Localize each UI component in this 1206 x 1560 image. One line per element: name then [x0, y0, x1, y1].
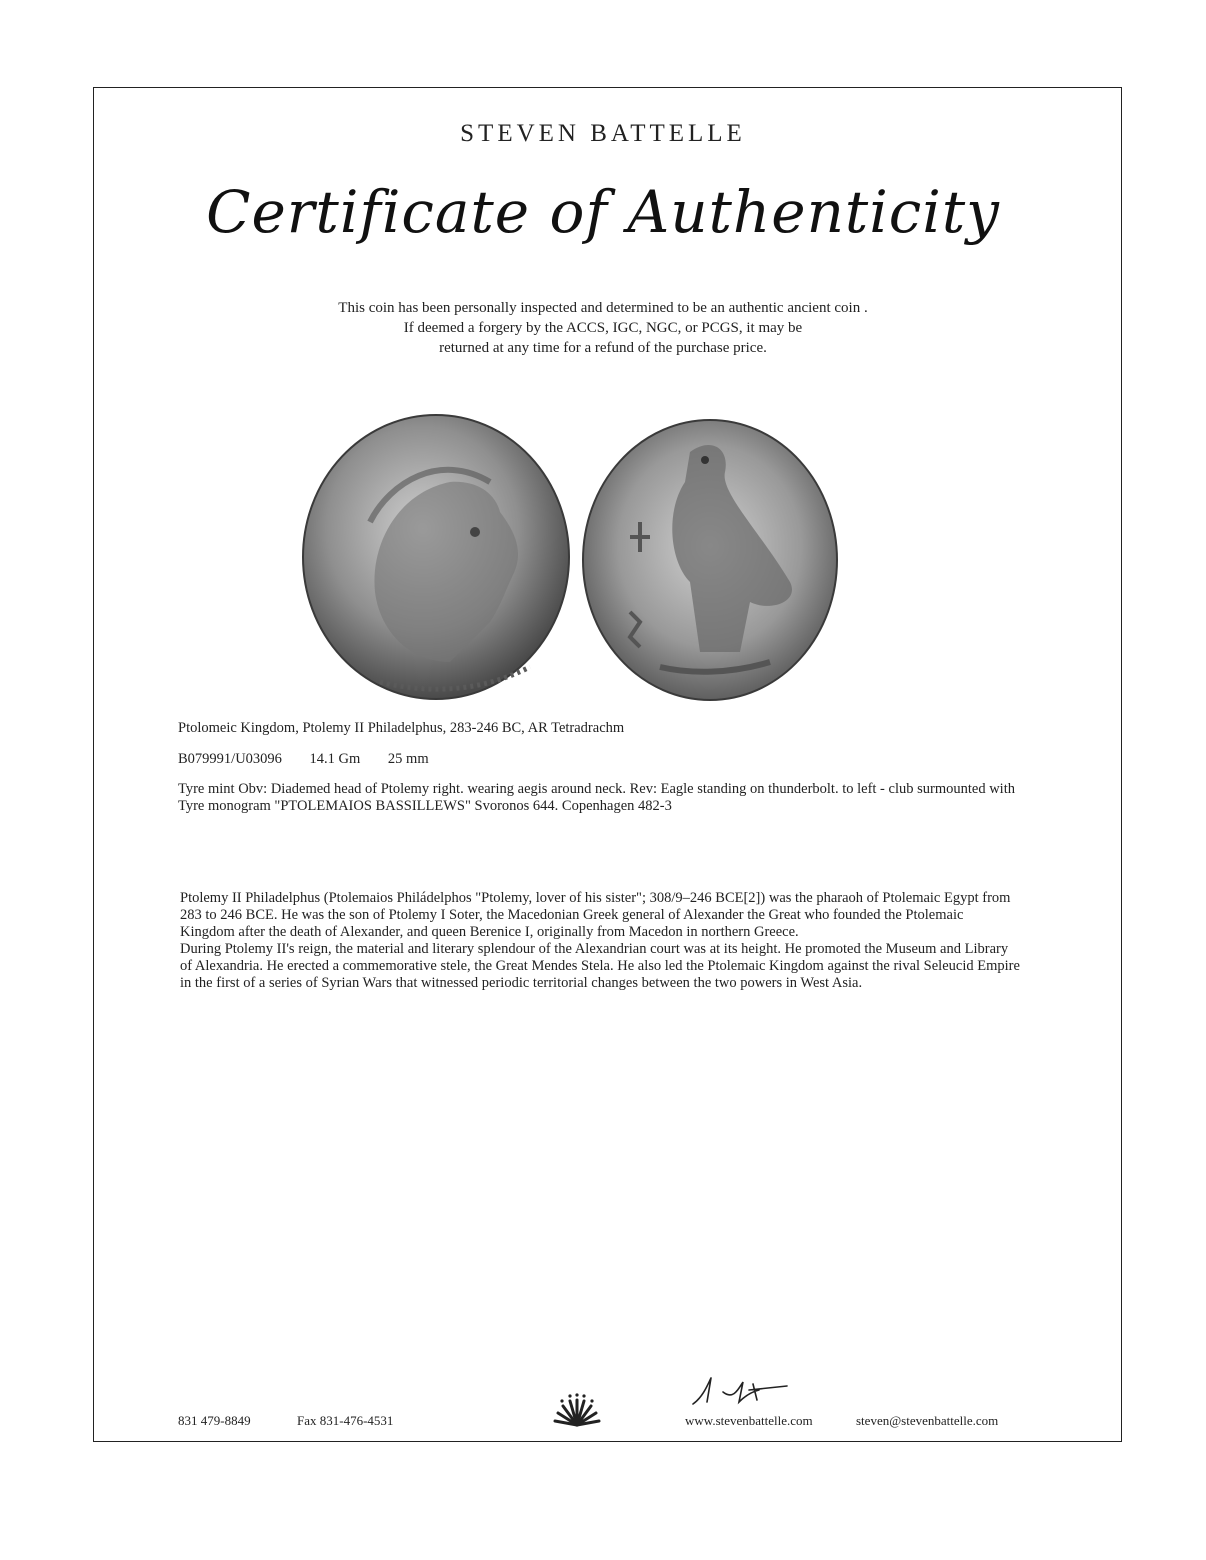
website-link[interactable]: www.stevenbattelle.com: [685, 1413, 813, 1428]
sunburst-icon: [552, 1393, 602, 1427]
phone-number: 831 479-8849: [178, 1413, 251, 1428]
inventory-number: B079991/U03096: [178, 751, 282, 767]
intro-text: [200, 298, 1006, 358]
coin-specs: [178, 751, 1018, 768]
coin-images: [300, 412, 840, 702]
email-link[interactable]: steven@stevenbattelle.com: [856, 1413, 999, 1428]
intro-line: This coin has been personally inspected and determined to be an authentic ancient coin .: [338, 300, 868, 316]
brand-name: STEVEN BATTELLE: [460, 120, 746, 147]
ptolemy-biography: [180, 890, 1020, 992]
bio-paragraph: During Ptolemy II's reign, the material and literary splendour of the Alexandrian court was at its height. He promoted the Museum and Library of Alexandria. He erected a commemorative stele, the Great Mendes Stela. He also led the Ptolemaic Kingdom against the rival Seleucid Empire in the first of a series of Syrian Wars that witnessed periodic territorial changes between the two powers in West Asia.: [180, 941, 1020, 991]
intro-line: returned at any time for a refund of the purchase price.: [439, 340, 767, 356]
coin-obverse-image: [300, 412, 572, 702]
fax-number: Fax 831-476-4531: [297, 1413, 394, 1428]
intro-line: If deemed a forgery by the ACCS, IGC, NGC, or PCGS, it may be: [403, 320, 803, 336]
coin-reverse-image: [580, 412, 840, 702]
coin-diameter: 25 mm: [387, 751, 429, 767]
bio-paragraph: Ptolemy II Philadelphus (Ptolemaios Philádelphos "Ptolemy, lover of his sister"; 308/9–246 BCE[2]) was the pharaoh of Ptolemaic Egypt from 283 to 246 BCE. He was the son of Ptolemy I Soter, the Macedonian Greek general of Alexander the Great who founded the Ptolemaic Kingdom after the death of Alexander, and queen Berenice I, originally from Macedon in northern Greece.: [180, 890, 1011, 940]
certificate-title: Certificate of Authenticity: [206, 178, 1000, 246]
coin-title: Ptolomeic Kingdom, Ptolemy II Philadelphus, 283-246 BC, AR Tetradrachm: [178, 720, 625, 736]
coin-description: Tyre mint Obv: Diademed head of Ptolemy right. wearing aegis around neck. Rev: Eagle standing on thunderbolt. to left - club surmounted with Tyre monogram "PTOLEMAIOS BASSILLEWS" Svoronos 644. Copenhagen 482-3: [178, 781, 1015, 814]
signature-image: [683, 1372, 793, 1410]
coin-weight: 14.1 Gm: [309, 751, 361, 767]
